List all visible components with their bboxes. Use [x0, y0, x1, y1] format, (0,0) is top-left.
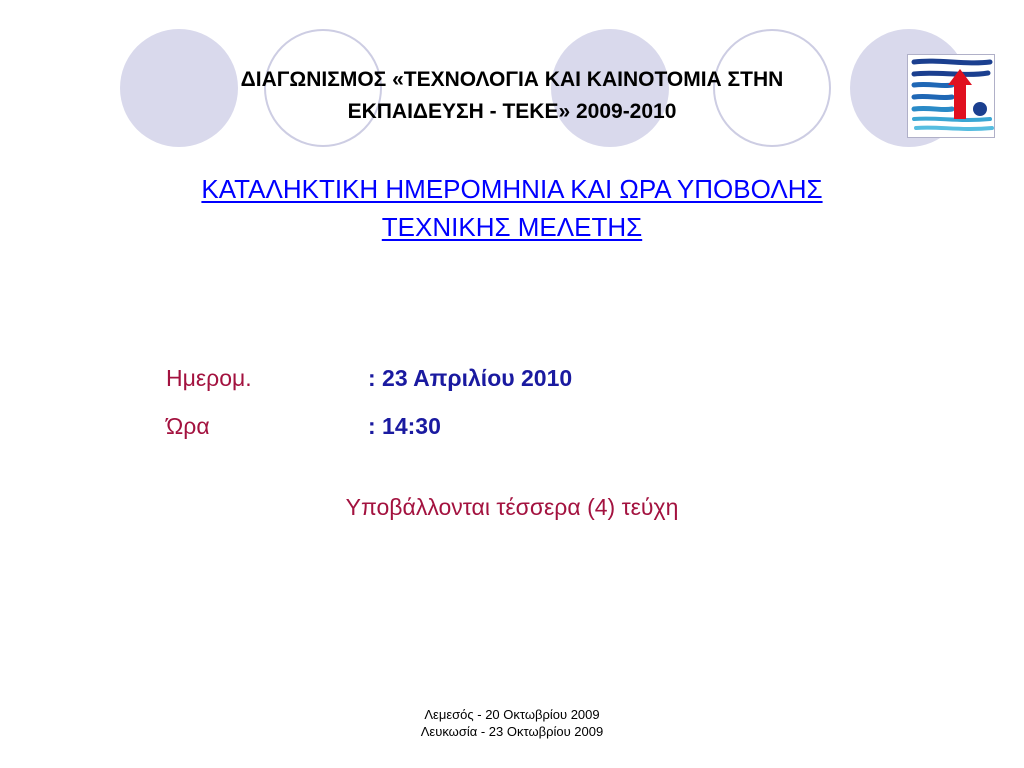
arrow-up-lines-logo-icon	[907, 54, 995, 138]
header-title-line-1: ΔΙΑΓΩΝΙΣΜΟΣ «ΤΕΧΝΟΛΟΓΙΑ ΚΑΙ ΚΑΙΝΟΤΟΜΙΑ ΣΤΗΝ	[240, 68, 784, 91]
deadline-heading	[40, 170, 984, 246]
time-label: Ώρα	[166, 413, 210, 439]
deadline-heading-line-2: ΤΕΧΝΙΚΗΣ ΜΕΛΕΤΗΣ	[381, 212, 643, 242]
date-label: Ημερομ.	[166, 365, 252, 391]
footer-line-2: Λευκωσία - 23 Οκτωβρίου 2009	[420, 724, 604, 739]
footer	[300, 706, 724, 740]
submission-note: Υποβάλλονται τέσσερα (4) τεύχη	[345, 494, 679, 520]
time-value: : 14:30	[368, 413, 441, 439]
footer-line-1: Λεμεσός - 20 Οκτωβρίου 2009	[424, 707, 600, 722]
header-title-line-2: ΕΚΠΑΙΔΕΥΣΗ - ΤΕΚΕ» 2009-2010	[347, 100, 677, 123]
deadline-heading-line-1: ΚΑΤΑΛΗΚΤΙΚΗ ΗΜΕΡΟΜΗΝΙΑ ΚΑΙ ΩΡΑ ΥΠΟΒΟΛΗΣ	[201, 174, 823, 204]
header-title	[130, 64, 894, 128]
date-value: : 23 Απριλίου 2010	[368, 365, 573, 391]
time-row	[166, 409, 866, 443]
date-row	[166, 361, 866, 395]
